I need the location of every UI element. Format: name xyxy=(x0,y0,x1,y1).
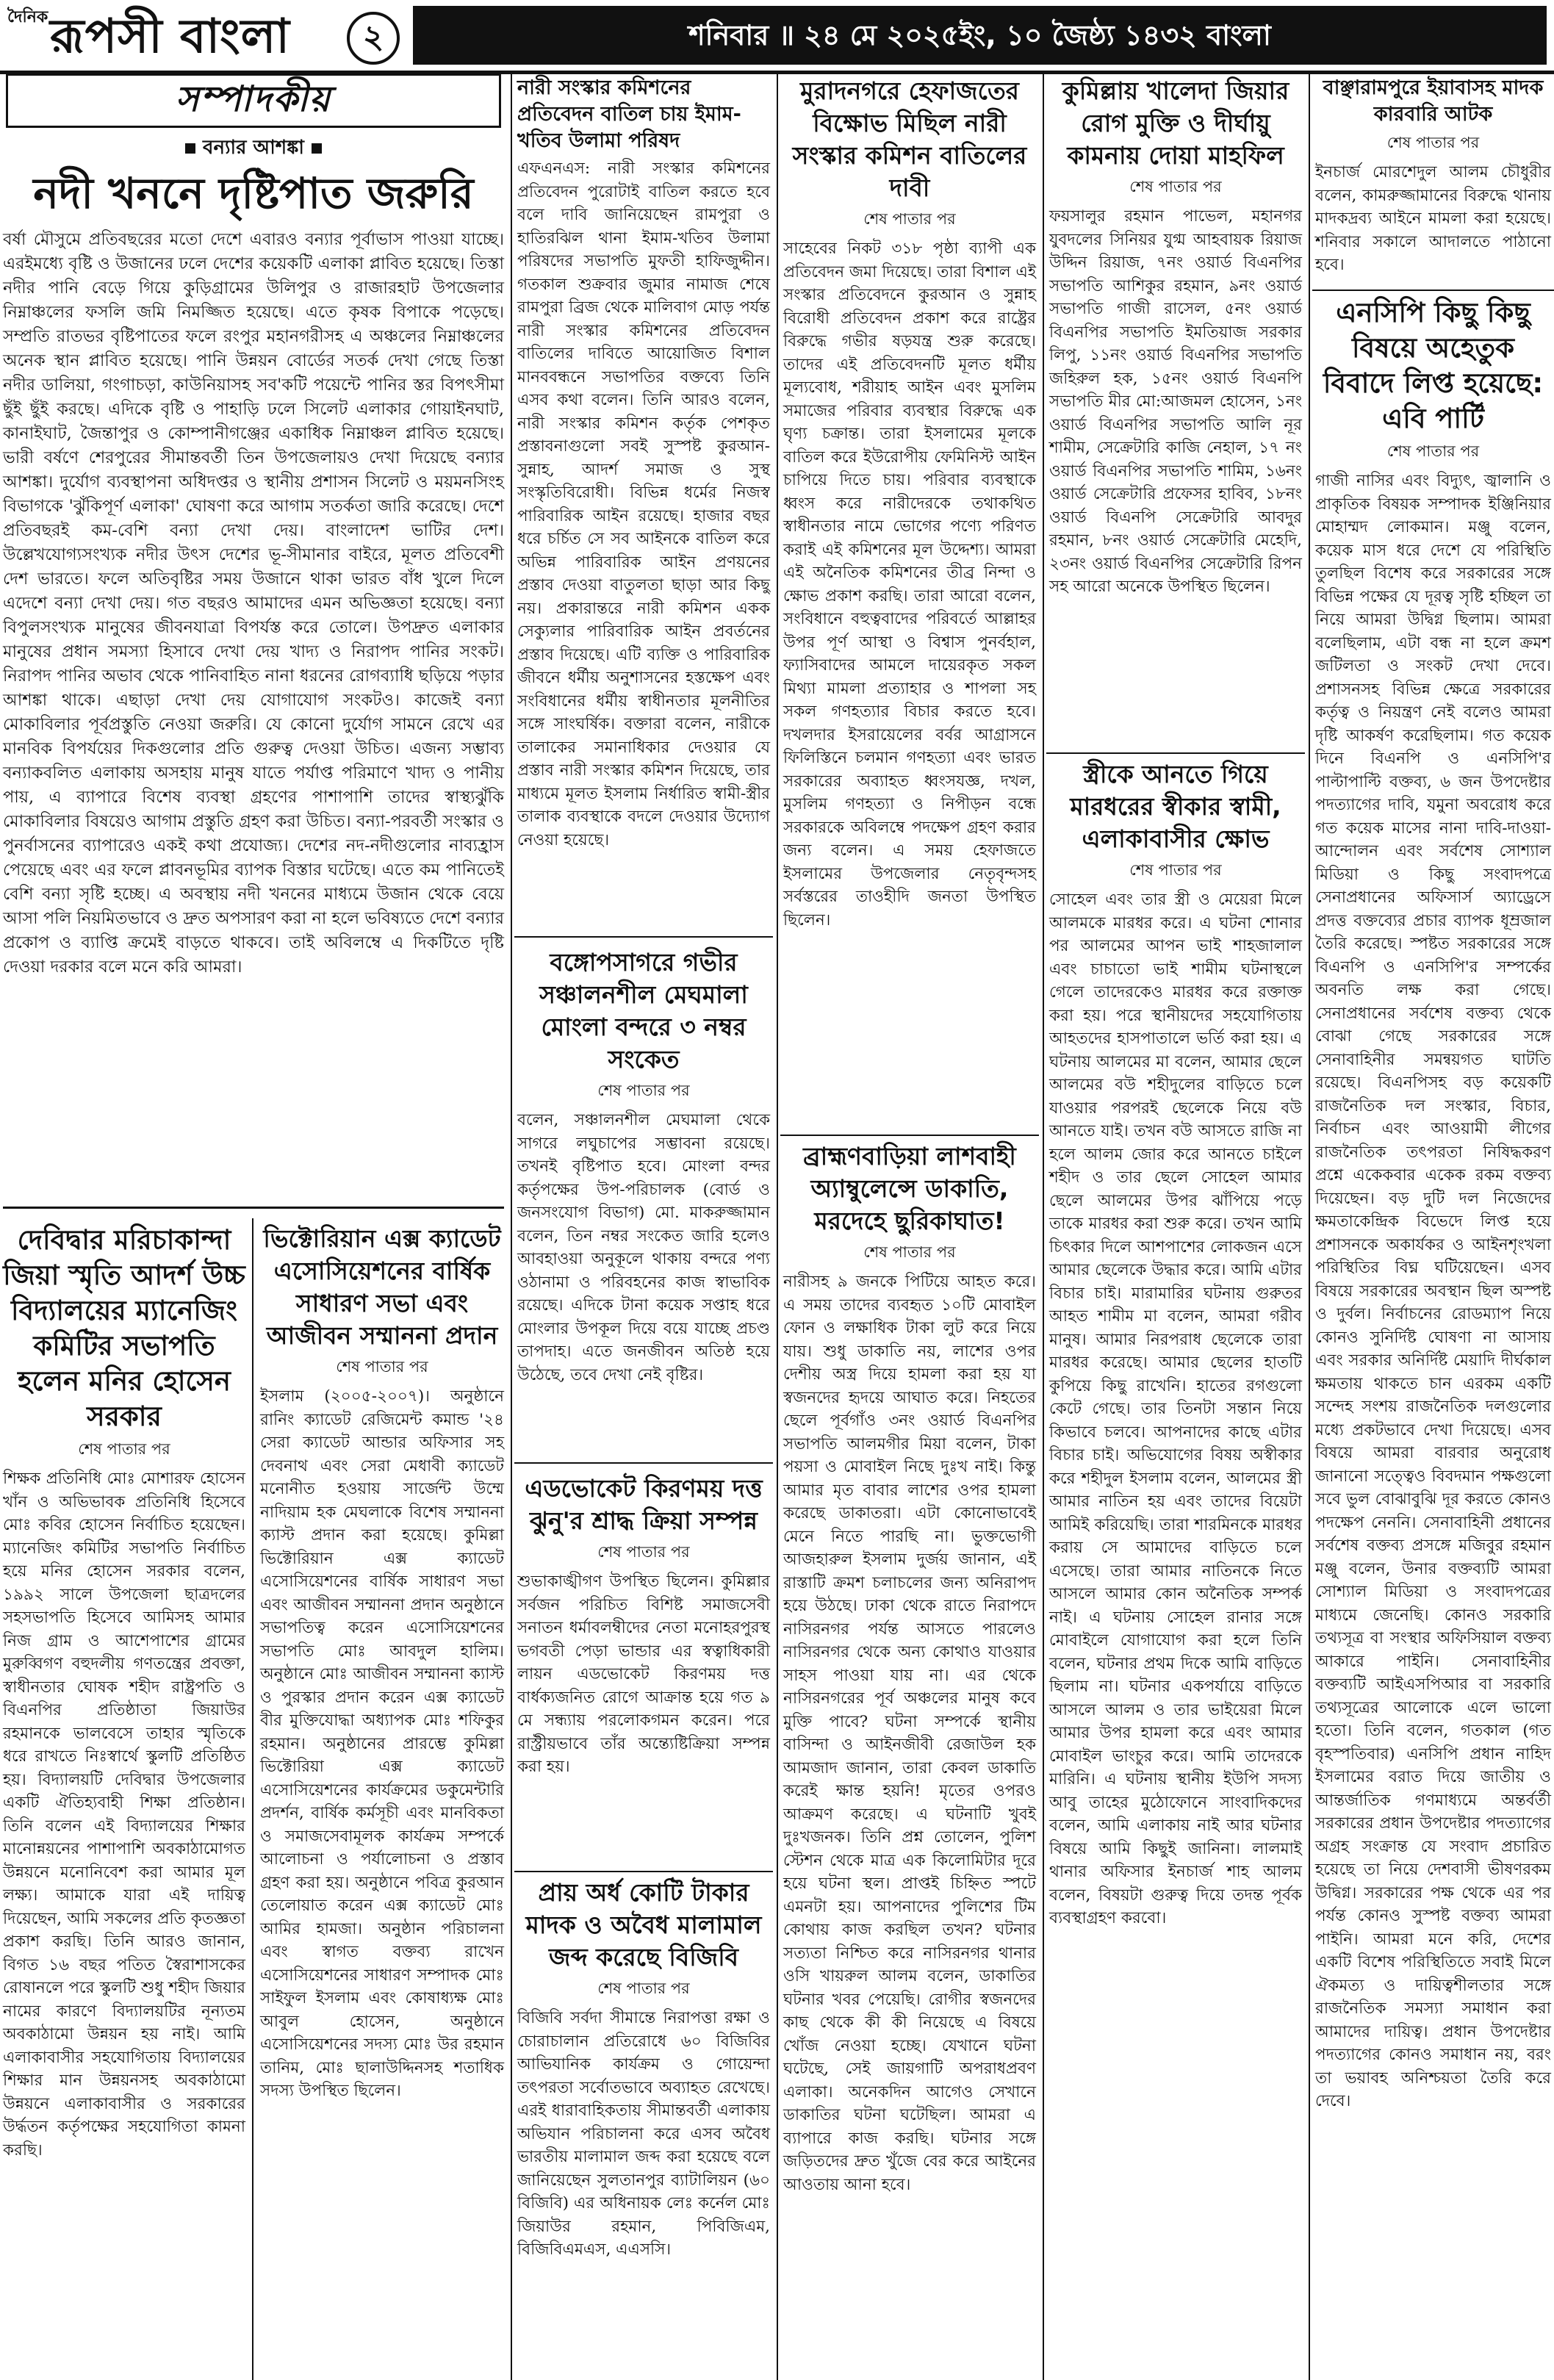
page-number: ২ xyxy=(347,12,400,65)
column-rule xyxy=(777,71,778,2380)
section-divider xyxy=(514,1462,773,1464)
section-divider xyxy=(514,1871,773,1872)
story-headline: ভিক্টোরিয়ান এক্স ক্যাডেট এসোসিয়েশনের বার্ষিক সাধারণ সভা এবং আজীবন সম্মাননা প্রদান xyxy=(263,1224,501,1350)
ncp-story xyxy=(1312,295,1554,2113)
brand xyxy=(7,3,404,68)
story-jump: শেষ পাতার পর xyxy=(597,1980,690,1997)
column-rule xyxy=(511,71,512,2380)
square-bullet-icon xyxy=(312,143,322,154)
story-jump: শেষ পাতার পর xyxy=(78,1440,170,1458)
story-jump: শেষ পাতার পর xyxy=(1386,442,1480,460)
story-body: ফয়সালুর রহমান পাভেল, মহানগর যুবদলের সিনিয়র যুগ্ম আহবায়ক রিয়াজ উদ্দিন রিয়াজ, ৭নং ওয়ার্ড বিএনপির সভাপতি আশিকুর রহমান, ৯নং ওয়ার্ড সভাপতি গাজী রাসেল, ৫নং ওয়ার্ড বিএনপির সভাপতি ইমতিয়াজ সরকার লিপু, ১১নং ওয়ার্ড বিএনপির সভাপতি জহিরুল হক, ১৫নং ওয়ার্ড বিএনপি সভাপতি মীর মো:আজমল হোসেন, ১নং ওয়ার্ড বিএনপির সভাপতি আলি নূর শামীম, সেক্রেটারি কাজি নেহাল, ১৭ নং ওয়ার্ড বিএনপির সভাপতি শামিম, ১৬নং ওয়ার্ড সেক্রেটারি প্রফেসর হাবিব, ১৮নং ওয়ার্ড বিএনপি সেক্রেটারি আবদুর রহমান, ৮নং ওয়ার্ড সেক্রেটারি মেহেদি, ২৩নং ওয়ার্ড বিএনপির সেক্রেটারি রিপন সহ আরো অনেকে উপস্থিত ছিলেন। xyxy=(1049,207,1302,596)
editorial-headline: নদী খননে দৃষ্টিপাত জরুরি xyxy=(33,168,474,218)
column-5 xyxy=(1312,71,1554,2380)
story-body: ইনচার্জ মোরশেদুল আলম চৌধুরীর বলেন, কামরুজ্জামানের বিরুদ্ধে থানায় মাদকদ্রব্য আইনে মামলা করা হয়েছে। শনিবার সকালে আদালতে পাঠানো হবে। xyxy=(1315,163,1551,274)
column-4 xyxy=(1046,71,1305,2380)
bancharampur-story xyxy=(1312,71,1554,284)
column-rule xyxy=(1309,71,1310,2380)
section-divider xyxy=(1312,290,1554,291)
story-body: নারীসহ ৯ জনকে পিটিয়ে আহত করে। এ সময় তাদের ব্যবহৃত ১০টি মোবাইল ফোন ও লক্ষাধিক টাকা লুট করে নিয়ে যায়। শুধু ডাকাতি নয়, লাশের ওপর দেশীয় অস্ত্র দিয়ে হামলা করা হয় যা স্বজনদের হৃদয়ে আঘাত করে। নিহতের ছেলে পূর্বগাঁও ৩নং ওয়ার্ড বিএনপির সভাপতি আলমগীর মিয়া বলেন, টাকা পয়সা ও মোবাইল নিছে দুঃখ নাই। কিন্তু আমার মৃত বাবার লাশের ওপর হামলা করেছে ডাকাতরা। এটা কোনোভাবেই মেনে নিতে পারছি না। ভুক্তভোগী আজহারুল ইসলাম দুর্জয় জানান, এই রাস্তাটি ক্রমশ চলাচলের জন্য অনিরাপদ হয়ে উঠছে। ঢাকা থেকে রাতে নিরাপদে নাসিরনগর পর্যন্ত আসতে পারলেও নাসিরনগর থেকে অন্য কোথাও যাওয়ার সাহস পাওয়া যায় না। এর থেকে নাসিরনগরের পূর্ব অঞ্চলের মানুষ কবে মুক্তি পাবে? ঘটনা সম্পর্কে স্থানীয় বাসিন্দা ও আইনজীবী রেজাউল হক আমজাদ জানান, তারা কেবল ডাকাতি করেই ক্ষান্ত হয়নি! মৃতের ওপরও আক্রমণ করেছে। এ ঘটনাটি খুবই দুঃখজনক। তিনি প্রশ্ন তোলেন, পুলিশ স্টেশন থেকে মাত্র এক কিলোমিটার দূরে হয়ে ঘটনা স্থল। প্রাপ্তই চিহ্নিত স্পটে এমনটা হয়। আপনাদের পুলিশের টিম কোথায় কাজ করছিল তখন? ঘটনার সত্যতা নিশ্চিত করে নাসিরনগর থানার ওসি খায়রুল আলম বলেন, ডাকাতির ঘটনার খবর পেয়েছি। রোগীর স্বজনদের কাছ থেকে কী কী নিয়েছে এ বিষয়ে খোঁজ নেওয়া হচ্ছে। যেখানে ঘটনা ঘটেছে, সেই জায়গাটি অপরাধপ্রবণ এলাকা। অনেকদিন আগেও সেখানে ডাকাতির ঘটনা ঘটেছিল। আমরা এ ব্যাপারে কাজ করছি। ঘটনার সঙ্গে জড়িতদের দ্রুত খুঁজে বের করে আইনের আওতায় আনা হবে। xyxy=(783,1273,1036,2194)
editorial xyxy=(0,71,507,1207)
story-body: শুভাকাঙ্খীগণ উপস্থিত ছিলেন। কুমিল্লার সর্বজন পরিচিত বিশিষ্ট সমাজসেবী সনাতন ধর্মাবলম্বীদের নেতা মনোহরপুরস্থ ভগবতী পেড়া ভান্ডার এর স্বত্বাধিকারী লায়ন এডভোকেট কিরণময় দত্ত বার্ধক্যজনিত রোগে আক্রান্ত হয়ে গত ৯ মে সন্ধ্যায় পরলোকগমন করেন। পরে রাস্ট্রীয়ভাবে তাঁর অন্ত্যেষ্টিক্রিয়া সম্পন্ন করা হয়। xyxy=(517,1572,770,1776)
story-jump: শেষ পাতার পর xyxy=(597,1543,690,1561)
muradnagar-story xyxy=(780,71,1039,1129)
dateline: শনিবার ॥ ২৪ মে ২০২৫ইং, ১০ জৈষ্ঠ্য ১৪৩২ বাংলা xyxy=(413,6,1547,65)
editorial-banner xyxy=(6,73,501,128)
advocate-story xyxy=(514,1468,773,1865)
section-divider xyxy=(3,1207,504,1209)
column-1 xyxy=(0,71,507,2380)
column-rule xyxy=(252,1218,253,2380)
khaleda-story xyxy=(1046,71,1305,747)
story-body: শিক্ষক প্রতিনিধি মোঃ মোশারফ হোসেন খাঁন ও অভিভাবক প্রতিনিধি হিসেবে মোঃ কবির হোসেন নির্বাচিত হয়েছেন। ম্যানেজিং কমিটির সভাপতি নির্বাচিত হয়ে মনির হোসেন সরকার বলেন, ১৯৯২ সালে উপজেলা ছাত্রদলের সহসভাপতি হিসেবে আমিসহ আমার নিজ গ্রাম ও আশেপাশের গ্রামের মুরুব্বিগণ বহুদলীয় গণতন্ত্রের প্রবক্তা, স্বাধীনতার ঘোষক শহীদ রাষ্ট্রপতি ও বিএনপির প্রতিষ্ঠাতা জিয়াউর রহমানকে ভালবেসে তাহার স্মৃতিকে ধরে রাখতে নিঃস্বার্থে স্কুলটি প্রতিষ্ঠিত হয়। বিদ্যালয়টি দেবিদ্বার উপজেলার একটি ঐতিহ্যবাহী শিক্ষা প্রতিষ্ঠান। তিনি বলেন এই বিদ্যালয়ের শিক্ষার মানোন্নয়নের পাশাপাশি অবকাঠামোগত উন্নয়নে মনোনিবেশ করা আমার মূল লক্ষ্য। আমাকে যারা এই দায়িত্ব দিয়েছেন, আমি সকলের প্রতি কৃতজ্ঞতা প্রকাশ করছি। তিনি আরও জানান, বিগত ১৬ বছর পতিত স্বৈরাশাসকের রোষানলে পরে স্কুলটি শুধু শহীদ জিয়ার নামের কারণে বিদ্যালয়টির নূন্যতম অবকাঠামো উন্নয়ন হয় নাই। আমি এলাকাবাসীর সহযোগিতায় বিদ্যালয়ের শিক্ষার মান উন্নয়নসহ অবকাঠামো উন্নয়নে এলাকাবাসীর ও সরকারের উর্দ্ধতন কর্তৃপক্ষের সহযোগিতা কামনা করছি। xyxy=(3,1470,245,2160)
victorian-story xyxy=(257,1218,507,2380)
newspaper-name: রূপসী বাংলা xyxy=(50,9,290,64)
story-jump: শেষ পাতার পর xyxy=(1129,178,1222,195)
brand-daily: দৈনিক xyxy=(7,7,48,26)
story-headline: স্ত্রীকে আনতে গিয়ে মারধরের স্বীকার স্বামী, এলাকাবাসীর ক্ষোভ xyxy=(1070,760,1281,853)
nari-ulama-story xyxy=(514,71,773,930)
editorial-body: বর্ষা মৌসুমে প্রতিবছরের মতো দেশে এবারও বন্যার পূর্বাভাস পাওয়া যাচ্ছে। এরইমধ্যে বৃষ্টি ও উজানের ঢলে দেশের কয়েকটি এলাকা প্লাবিত হয়েছে। তিস্তা নদীর পানি বেড়ে গিয়ে কুড়িগ্রামের উলিপুর ও রাজারহাট উপজেলার নিম্নাঞ্চলের ফসলি জমি নিমজ্জিত হয়েছে। এতে কৃষক বিপাকে পড়েছে। সম্প্রতি রাতভর বৃষ্টিপাতের ফলে রংপুর মহানগরীসহ এ অঞ্চলের নিম্নাঞ্চলের অনেক স্থান প্লাবিত হয়েছে। পানি উন্নয়ন বোর্ডের সতর্ক দেখা গেছে তিস্তা নদীর ডালিয়া, গংগাচড়া, কাউনিয়াসহ সব'কটি পয়েন্টে পানির স্তর বিপৎসীমা ছুঁই ছুঁই করছে। এদিকে বৃষ্টি ও পাহাড়ি ঢলে সিলেট এলাকার গোয়াইনঘাট, কানাইঘাট, জৈন্তাপুর ও কোম্পানীগঞ্জের একাধিক নিম্নাঞ্চল প্লাবিত হয়েছে। ভারী বর্ষণে শেরপুরের সীমান্তবর্তী তিন উপজেলায়ও দেখা দিয়েছে বন্যার আশঙ্কা। দুর্যোগ ব্যবস্থাপনা অধিদপ্তর ও স্থানীয় প্রশাসন সিলেট ও ময়মনসিংহ বিভাগকে 'ঝুঁকিপূর্ণ এলাকা' ঘোষণা করে আগাম সতর্কতা জারি করেছে। দেশে প্রতিবছরই কম-বেশি বন্যা দেখা দেয়। বাংলাদেশ ভাটির দেশ। উল্লেখযোগ্যসংখ্যক নদীর উৎস দেশের ভূ-সীমানার বাইরে, মূলত প্রতিবেশী দেশ ভারতে। ফলে অতিবৃষ্টির সময় উজানে থাকা ভারত বাঁধ খুলে দিলে এদেশে বন্যা দেখা দেয়। গত বছরও আমাদের এমন অভিজ্ঞতা হয়েছে। বন্যা বিপুলসংখ্যক মানুষের জীবনযাত্রা বিপর্যস্ত করে তোলে। উপদ্রুত এলাকার মানুষের প্রধান সমস্যা হিসাবে দেখা দেয় খাদ্য ও নিরাপদ পানির সংকট। নিরাপদ পানির অভাব থেকে পানিবাহিত নানা ধরনের রোগব্যাধি ছড়িয়ে পড়ার আশঙ্কা থাকে। এছাড়া দেখা দেয় যোগাযোগ সংকটও। কাজেই বন্যা মোকাবিলার পূর্বপ্রস্তুতি নেওয়া জরুরি। যে কোনো দুর্যোগ সামনে রেখে এর মানবিক বিপর্যয়ের দিকগুলোর প্রতি গুরুত্ব দেওয়া উচিত। এজন্য সম্ভাব্য বন্যাকবলিত এলাকায় অসহায় মানুষ যাতে পর্যাপ্ত পরিমাণে খাদ্য ও পানীয় পায়, এ ব্যাপারে বিশেষ ব্যবস্থা গ্রহণের পাশাপাশি তাদের স্বাস্থ্যঝুঁকি মোকাবিলার বিষয়েও আগাম প্রস্তুতি গ্রহণ করা উচিত। বন্যা-পরবর্তী সংস্কার ও পুনর্বাসনের ব্যাপারেও একই কথা প্রযোজ্য। দেশের নদ-নদীগুলোর নাব্যহ্রাস পেয়েছে এবং এর ফলে প্লাবনভূমির ব্যাপক বিস্তার ঘটেছে। এতে কম পানিতেই বেশি বন্যা সৃষ্টি হচ্ছে। এ অবস্থায় নদী খননের মাধ্যমে উজান থেকে বেয়ে আসা পলি নিয়মিতভাবে ও দ্রুত অপসারণ করা না হলে ভবিষ্যতে দেশে বন্যার প্রকোপ ও ব্যাপ্তি ক্রমেই বাড়তে থাকবে। তাই অবিলম্বে এ দিকটিতে দৃষ্টি দেওয়া দরকার বলে মনে করি আমরা। xyxy=(3,230,504,977)
story-body: সাহেবের নিকট ৩১৮ পৃষ্ঠা ব্যাপী এক প্রতিবেদন জমা দিয়েছে। তারা বিশাল এই সংস্কার প্রতিবেদনে কুরআন ও সুন্নাহ বিরোধী প্রতিবেদন প্রকাশ করে রাষ্ট্রের বিরুদ্ধে গভীর ষড়যন্ত্র শুরু করেছে। তাদের এই প্রতিবেদনটি মূলত ধর্মীয় মূল্যবোধ, শরীয়াহ আইন এবং মুসলিম সমাজের পরিবার ব্যবস্থার বিরুদ্ধে এক ঘৃণ্য চক্রান্ত। তারা ইসলামের মূলকে বাতিল করে ইউরোপীয় ফেমিনিস্ট আইন চাপিয়ে দিতে চায়। পরিবার ব্যবস্থাকে ধ্বংস করে নারীদেরকে তথাকথিত স্বাধীনতার নামে ভোগের পণ্যে পরিণত করাই এই কমিশনের মূল উদ্দেশ্য। আমরা এই অনৈতিক কমিশনের তীব্র নিন্দা ও ক্ষোভ প্রকাশ করছি। তারা আরো বলেন, সংবিধানে বহুত্ববাদের পরিবর্তে আল্লাহর উপর পূর্ণ আস্থা ও বিশ্বাস পুনর্বহাল, ফ্যাসিবাদের আমলে দায়েরকৃত সকল মিথ্যা মামলা প্রত্যাহার ও শাপলা সহ সকল গণহত্যার বিচার করতে হবে। দখলদার ইসরায়েলের বর্বর আগ্রাসনে ফিলিস্তিনে চলমান গণহত্যা এবং ভারত সরকারের অব্যাহত ধ্বংসযজ্ঞ, দখল, মুসলিম গণহত্যা ও নিপীড়ন বন্ধে সরকারকে অবিলম্বে পদক্ষেপ গ্রহণ করার জন্য বলেন। এ সময় হেফাজতে ইসলামের উপজেলার নেতৃবৃন্দসহ সর্বস্তরের তাওহীদি জনতা উপস্থিত ছিলেন। xyxy=(783,240,1036,930)
square-bullet-icon xyxy=(185,143,195,154)
story-headline: নারী সংস্কার কমিশনের প্রতিবেদন বাতিল চায় ইমাম-খতিব উলামা পরিষদ xyxy=(517,76,741,152)
editorial-kicker: বন্যার আশঙ্কা xyxy=(3,132,504,165)
editorial-title: সম্পাদকীয় xyxy=(175,79,332,120)
story-jump: শেষ পাতার পর xyxy=(336,1358,428,1376)
story-body: এফএনএস: নারী সংস্কার কমিশনের প্রতিবেদন পুরোটাই বাতিল করতে হবে বলে দাবি জানিয়েছেন রামপুরা ও হাতিরঝিল থানা ইমাম-খতিব উলামা পরিষদের সভাপতি মুফতী হাফিজুদ্দীন। গতকাল শুক্রবার জুমার নামাজ শেষে রামপুরা ব্রিজ থেকে মালিবাগ মোড় পর্যন্ত নারী সংস্কার কমিশনের প্রতিবেদন বাতিলের দাবিতে আয়োজিত বিশাল মানববন্ধনে সভাপতির বক্তব্যে তিনি এসব কথা বলেন। তিনি আরও বলেন, নারী সংস্কার কমিশন কর্তৃক পেশকৃত প্রস্তাবনাগুলো সবই সুস্পষ্ট কুরআন-সুন্নাহ, আদর্শ সমাজ ও সুস্থ সংস্কৃতিবিরোধী। বিভিন্ন ধর্মের নিজস্ব পারিবারিক আইন রয়েছে। হাজার বছর ধরে চর্চিত সে সব আইনকে বাতিল করে অভিন্ন পারিবারিক আইন প্রণয়নের প্রস্তাব দেওয়া বাতুলতা ছাড়া আর কিছু নয়। প্রকারান্তরে নারী কমিশন একক সেক্যুলার পারিবারিক আইন প্রবর্তনের প্রস্তাব দিয়েছে। এটি ব্যক্তি ও পারিবারিক জীবনে ধর্মীয় অনুশাসনের হস্তক্ষেপ এবং সংবিধানের ধর্মীয় স্বাধীনতার মূলনীতির সঙ্গে সাংঘর্ষিক। বক্তারা বলেন, নারীকে তালাকের সমানাধিকার দেওয়ার যে প্রস্তাব নারী সংস্কার কমিশন দিয়েছে, তার মাধ্যমে মূলত ইসলাম নির্ধারিত স্বামী-স্ত্রীর তালাক ব্যবস্থাকে বদলে দেওয়ার উদ্যোগ নেওয়া হয়েছে। xyxy=(517,159,770,849)
story-jump: শেষ পাতার পর xyxy=(1386,134,1480,151)
story-headline: ব্রাহ্মণবাড়িয়া লাশবাহী অ্যাম্বুলেন্সে ডাকাতি, মরদেহে ছুরিকাঘাত! xyxy=(803,1142,1016,1235)
bgb-story xyxy=(514,1877,773,2262)
story-headline: দেবিদ্বার মরিচাকান্দা জিয়া স্মৃতি আদর্শ উচ্চ বিদ্যালয়ের ম্যানেজিং কমিটির সভাপতি হলেন মনির হোসেন সরকার xyxy=(3,1224,245,1432)
story-headline: বঙ্গোপসাগরে গভীর সঞ্চালনশীল মেঘমালা মোংলা বন্দরে ৩ নম্বর সংকেত xyxy=(539,948,748,1074)
story-body: গাজী নাসির এবং বিদ্যুৎ, জ্বালানি ও প্রাকৃতিক বিষয়ক সম্পাদক ইঞ্জিনিয়ার মোহাম্মদ লোকমান। মঞ্জু বলেন, কয়েক মাস ধরে দেশে যে পরিস্থিতি তুলছিল বিশেষ করে সরকারের সঙ্গে বিভিন্ন পক্ষের যে দূরত্ব সৃষ্টি হচ্ছিল তা নিয়ে আমরা উদ্বিগ্ন ছিলাম। আমরা বলেছিলাম, এটা বন্ধ না হলে ক্রমশ জটিলতা ও সংকট দেখা দেবে। প্রশাসনসহ বিভিন্ন ক্ষেত্রে সরকারের কর্তৃত্ব ও নিয়ন্ত্রণ নেই বলেও আমরা দৃষ্টি আকর্ষণ করেছিলাম। গত কয়েক দিনে বিএনপি ও এনসিপি'র পাল্টাপাল্টি বক্তব্য, ৬ জন উপদেষ্টার পদত্যাগের দাবি, যমুনা অবরোধ করে গত কয়েক মাসের নানা দাবি-দাওয়া-আন্দোলন এবং সর্বশেষ সোশ্যাল মিডিয়া ও কিছু সংবাদপত্রে সেনাপ্রধানের অফিসার্স অ্যাড্রেসে প্রদত্ত বক্তব্যের প্রচার ব্যাপক ধূম্রজাল তৈরি করেছে। স্পষ্টত সরকারের সঙ্গে বিএনপি ও এনসিপি'র সম্পর্কের অবনতি লক্ষ করা গেছে। সেনাপ্রধানের সর্বশেষ বক্তব্য থেকে বোঝা গেছে সরকারের সঙ্গে সেনাবাহিনীর সমন্বয়গত ঘাটতি রয়েছে। বিএনপিসহ বড় কয়েকটি রাজনৈতিক দল সংস্কার, বিচার, নির্বাচন এবং আওয়ামী লীগের রাজনৈতিক তৎপরতা নিষিদ্ধকরণ প্রশ্নে একেকবার একেক রকম বক্তব্য দিয়েছেন। বড় দুটি দল নিজেদের ক্ষমতাকেন্দ্রিক বিভেদে লিপ্ত হয়ে প্রশাসনকে অকার্যকর ও আইনশৃংখলা পরিস্থিতির বিঘ্ন ঘটিয়েছেন। এসব বিষয়ে সরকারের অবস্থান ছিল অস্পষ্ট ও দুর্বল। নির্বাচনের রোডম্যাপ নিয়ে কোনও সুনির্দিষ্ট ঘোষণা না আসায় এবং সরকার অনির্দিষ্ট মেয়াদি দীর্ঘকাল ক্ষমতায় থাকতে চান এরকম একটি সন্দেহ সংশয় রাজনৈতিক দলগুলোর মধ্যে প্রকটভাবে দেখা দিয়েছে। এসব বিষয়ে আমরা বারবার অনুরোধ জানানো সত্ত্বেও বিবদমান পক্ষগুলো সবে ভুল বোঝাবুঝি দূর করতে কোনও পদক্ষেপ নেননি। সেনাবাহিনী প্রধানের সর্বশেষ বক্তব্য প্রসঙ্গে মজিবুর রহমান মঞ্জু বলেন, উনার বক্তব্যটি আমরা সোশ্যাল মিডিয়া ও সংবাদপত্রের মাধ্যমে জেনেছি। কোনও সরকারি তথ্যসূত্র বা সংস্থার অফিসিয়াল বক্তব্য আকারে পাইনি। সেনাবাহিনীর বক্তব্যটি আইএসপিআর বা সরকারি তথ্যসূত্রের আলোকে এলে ভালো হতো। তিনি বলেন, গতকাল (গত বৃহস্পতিবার) এনসিপি প্রধান নাহিদ ইসলামের বরাত দিয়ে জাতীয় ও আন্তর্জাতিক গণমাধ্যমে অন্তর্বর্তী সরকারের প্রধান উপদেষ্টার পদত্যাগের অগ্রহ সংক্রান্ত যে সংবাদ প্রচারিত হয়েছে তা নিয়ে দেশবাসী ভীষণরকম উদ্বিগ্ন। সরকারের পক্ষ থেকে এর পর পর্যন্ত কোনও সুস্পষ্ট বক্তব্য আমরা পাইনি। আমরা মনে করি, দেশের একটি বিশেষ পরিস্থিতিতে সবাই মিলে ঐকমত্য ও দায়িত্বশীলতার সঙ্গে রাজনৈতিক সমস্যা সমাধান করা আমাদের দায়িত্ব। প্রধান উপদেষ্টার পদত্যাগের কোনও সমাধান নয়, বরং তা ভয়াবহ অনিশ্চয়তা তৈরি করে দেবে। xyxy=(1315,472,1551,2110)
section-divider xyxy=(780,1135,1039,1136)
column-2 xyxy=(514,71,773,2380)
masthead xyxy=(0,0,1554,74)
section-divider xyxy=(1046,752,1305,754)
section-divider xyxy=(514,936,773,938)
story-headline: এডভোকেট কিরণময় দত্ত ঝুনু'র শ্রাদ্ধ ক্রিয়া সম্পন্ন xyxy=(525,1474,763,1535)
story-body: বিজিবি সর্বদা সীমান্তে নিরাপত্তা রক্ষা ও চোরাচালান প্রতিরোধে ৬০ বিজিবির আভিযানিক কার্যক্রম ও গোয়েন্দা তৎপরতা সর্বোতভাবে অব্যাহত রেখেছে। এরই ধারাবাহিকতায় সীমান্তবর্তী এলাকায় অভিযান পরিচালনা করে এসব অবৈধ ভারতীয় মালামাল জব্দ করা হয়েছে বলে জানিয়েছেন সুলতানপুর ব্যাটালিয়ন (৬০ বিজিবি) এর অধিনায়ক লেঃ কর্নেল মোঃ জিয়াউর রহমান, পিবিজিএম, বিজিবিএমএস, এএসসি। xyxy=(517,2009,770,2259)
column-3 xyxy=(780,71,1039,2380)
story-headline: কুমিল্লায় খালেদা জিয়ার রোগ মুক্তি ও দীর্ঘায়ু কামনায় দোয়া মাহফিল xyxy=(1062,76,1289,170)
wife-story xyxy=(1046,758,1305,1930)
story-body: সোহেল এবং তার স্ত্রী ও মেয়েরা মিলে আলমকে মারধর করে। এ ঘটনা শোনার পর আলমের আপন ভাই শাহজালাল এবং চাচাতো ভাই শামীম ঘটনাস্থলে গেলে তাদেরকেও মারধর করে রক্তাক্ত করা হয়। পরে স্থানীয়দের সহযোগিতায় আহতদের হাসপাতালে ভর্তি করা হয়। এ ঘটনায় আলমের মা বলেন, আমার ছেলে আলমের বউ শহীদুলের বাড়িতে চলে যাওয়ার পরপরই ছেলেকে নিয়ে বউ আনতে যাই। তখন বউ আসতে রাজি না হলে আলম জোর করে আনতে চাইলে শহীদ ও তার ছেলে সোহেল আমার ছেলে আলমের উপর ঝাঁপিয়ে পড়ে তাকে মারধর করা শুরু করে। তখন আমি চিৎকার দিলে আশপাশের লোকজন এসে আমার ছেলেকে উদ্ধার করে। আমি এটার বিচার চাই। মারামারির ঘটনায় গুরুতর আহত শামীম মা বলেন, আমরা গরীব মানুষ। আমার নিরপরাধ ছেলেকে তারা মারধর করেছে। আমার ছেলের হাতটি কুপিয়ে কিছু রাখেনি। হাতের রগগুলো কেটে গেছে। তার তিনটা সন্তান নিয়ে কিভাবে চলবে। আপনাদের কাছে এটার বিচার চাই। অভিযোগের বিষয় অস্বীকার করে শহীদুল ইসলাম বলেন, আলমের স্ত্রী আমার নাতিন হয় এবং তাদের বিয়েটা আমিই করিয়েছি। তারা শারমিনকে মারধর করায় সে আমাদের বাড়িতে চলে এসেছে। তারা আমার নাতিনকে নিতে আসলে আমার কোন অনৈতিক সম্পর্ক নাই। এ ঘটনায় সোহেল রানার সঙ্গে মোবাইলে যোগাযোগ করা হলে তিনি বলেন, ঘটনার প্রথম দিকে আমি বাড়িতে ছিলাম না। ঘটনার একপর্যায়ে বাড়িতে আসলে আলম ও তার ভাইয়েরা মিলে আমার উপর হামলা করে এবং আমার মোবাইল ভাংচুর করে। আমি তাদেরকে মারিনি। এ ঘটনায় স্থানীয় ইউপি সদস্য আবু তাহের মুঠোফোনে সাংবাদিকদের বলেন, আমি এলাকায় নাই আর ঘটনার বিষয়ে আমি কিছুই জানিনা। লালমাই থানার অফিসার ইনচার্জ শাহ আলম বলেন, বিষয়টা গুরুত্ব দিয়ে তদন্ত পূর্বক ব্যবস্থাগ্রহণ করবো। xyxy=(1049,891,1302,1927)
debidwar-story xyxy=(0,1218,248,2380)
story-jump: শেষ পাতার পর xyxy=(863,1243,956,1261)
story-body: বলেন, সঞ্চালনশীল মেঘমালা থেকে সাগরে লঘুচাপের সম্ভাবনা রয়েছে। তখনই বৃষ্টিপাত হবে। মোংলা বন্দর কর্তৃপক্ষের উপ-পরিচালক (বোর্ড ও জনসংযোগ বিভাগ) মো. মাকরুজ্জামান বলেন, তিন নম্বর সংকেত জারি হলেও আবহাওয়া অনুকূলে থাকায় বন্দরে পণ্য ওঠানামা ও পরিবহনের কাজ স্বাভাবিক রয়েছে। এদিকে টানা কয়েক সপ্তাহ ধরে মোংলার উপকূল দিয়ে বয়ে যাচ্ছে প্রচণ্ড তাপদাহ। এতে জনজীবন অতিষ্ঠ হয়ে উঠেছে, তবে দেখা নেই বৃষ্টির। xyxy=(517,1111,770,1384)
story-headline: এনসিপি কিছু কিছু বিষয়ে অহেতুক বিবাদে লিপ্ত হয়েছে: এবি পার্টি xyxy=(1323,297,1544,434)
column-rule xyxy=(1043,71,1044,2380)
story-jump: শেষ পাতার পর xyxy=(1129,861,1222,879)
story-headline: প্রায় অর্ধ কোটি টাকার মাদক ও অবৈধ মালামাল জব্দ করেছে বিজিবি xyxy=(525,1878,762,1971)
brahmanbaria-story xyxy=(780,1140,1039,2196)
story-jump: শেষ পাতার পর xyxy=(597,1082,690,1099)
story-body: ইসলাম (২০০৫-২০০৭)। অনুষ্ঠানে রানিং ক্যাডেট রেজিমেন্ট কমান্ড '২৪ সেরা ক্যাডেট আন্ডার অফিসার সহ দেবনাথ এবং সেরা মেধাবী ক্যাডেট মনোনীত হওয়ায় সার্জেন্ট উম্মে নাদিয়াম হক মেঘলাকে বিশেষ সম্মাননা ক্যাস্ট প্রদান করা হয়েছে। কুমিল্লা ভিক্টোরিয়ান এক্স ক্যাডেট এসোসিয়েশনের বার্ষিক সাধারণ সভা এবং আজীবন সম্মাননা প্রদান অনুষ্ঠানে সভাপতিত্ব করেন এসোসিয়েশনের সভাপতি মোঃ আবদুল হালিম। অনুষ্ঠানে মোঃ আজীবন সম্মাননা ক্যাস্ট ও পুরস্কার প্রদান করেন এক্স ক্যাডেট বীর মুক্তিযোদ্ধা অধ্যাপক মোঃ শফিকুর রহমান। অনুষ্ঠানের প্রারম্ভে কুমিল্লা ভিক্টোরিয়া এক্স ক্যাডেট এসোসিয়েশনের কার্যক্রমের ডকুমেন্টারি প্রদর্শন, বার্ষিক কর্মসূচী এবং মানবিকতা ও সমাজসেবামূলক কার্যক্রম সম্পর্কে আলোচনা ও পর্যালোচনা ও প্রস্তাব গ্রহণ করা হয়। অনুষ্ঠানে পবিত্র কুরআন তেলোয়াত করেন এক্স ক্যাডেট মোঃ আমির হামজা। অনুষ্ঠান পরিচালনা এবং স্বাগত বক্তব্য রাখেন এসোসিয়েশনের সাধারণ সম্পাদক মোঃ সাইফুল ইসলাম এবং কোষাধ্যক্ষ মোঃ আবুল হোসেন, অনুষ্ঠানে এসোসিয়েশনের সদস্য মোঃ উর রহমান তানিম, মোঃ ছালাউদ্দিনসহ শতাধিক সদস্য উপস্থিত ছিলেন। xyxy=(260,1387,504,2100)
story-jump: শেষ পাতার পর xyxy=(863,210,956,228)
bay-story xyxy=(514,942,773,1456)
story-headline: বাঞ্ছারামপুরে ইয়াবাসহ মাদক কারবারি আটক xyxy=(1323,76,1544,126)
story-headline: মুরাদনগরে হেফাজতের বিক্ষোভ মিছিল নারী সংস্কার কমিশন বাতিলের দাবী xyxy=(792,76,1027,202)
column-1-lower xyxy=(0,1218,507,2380)
